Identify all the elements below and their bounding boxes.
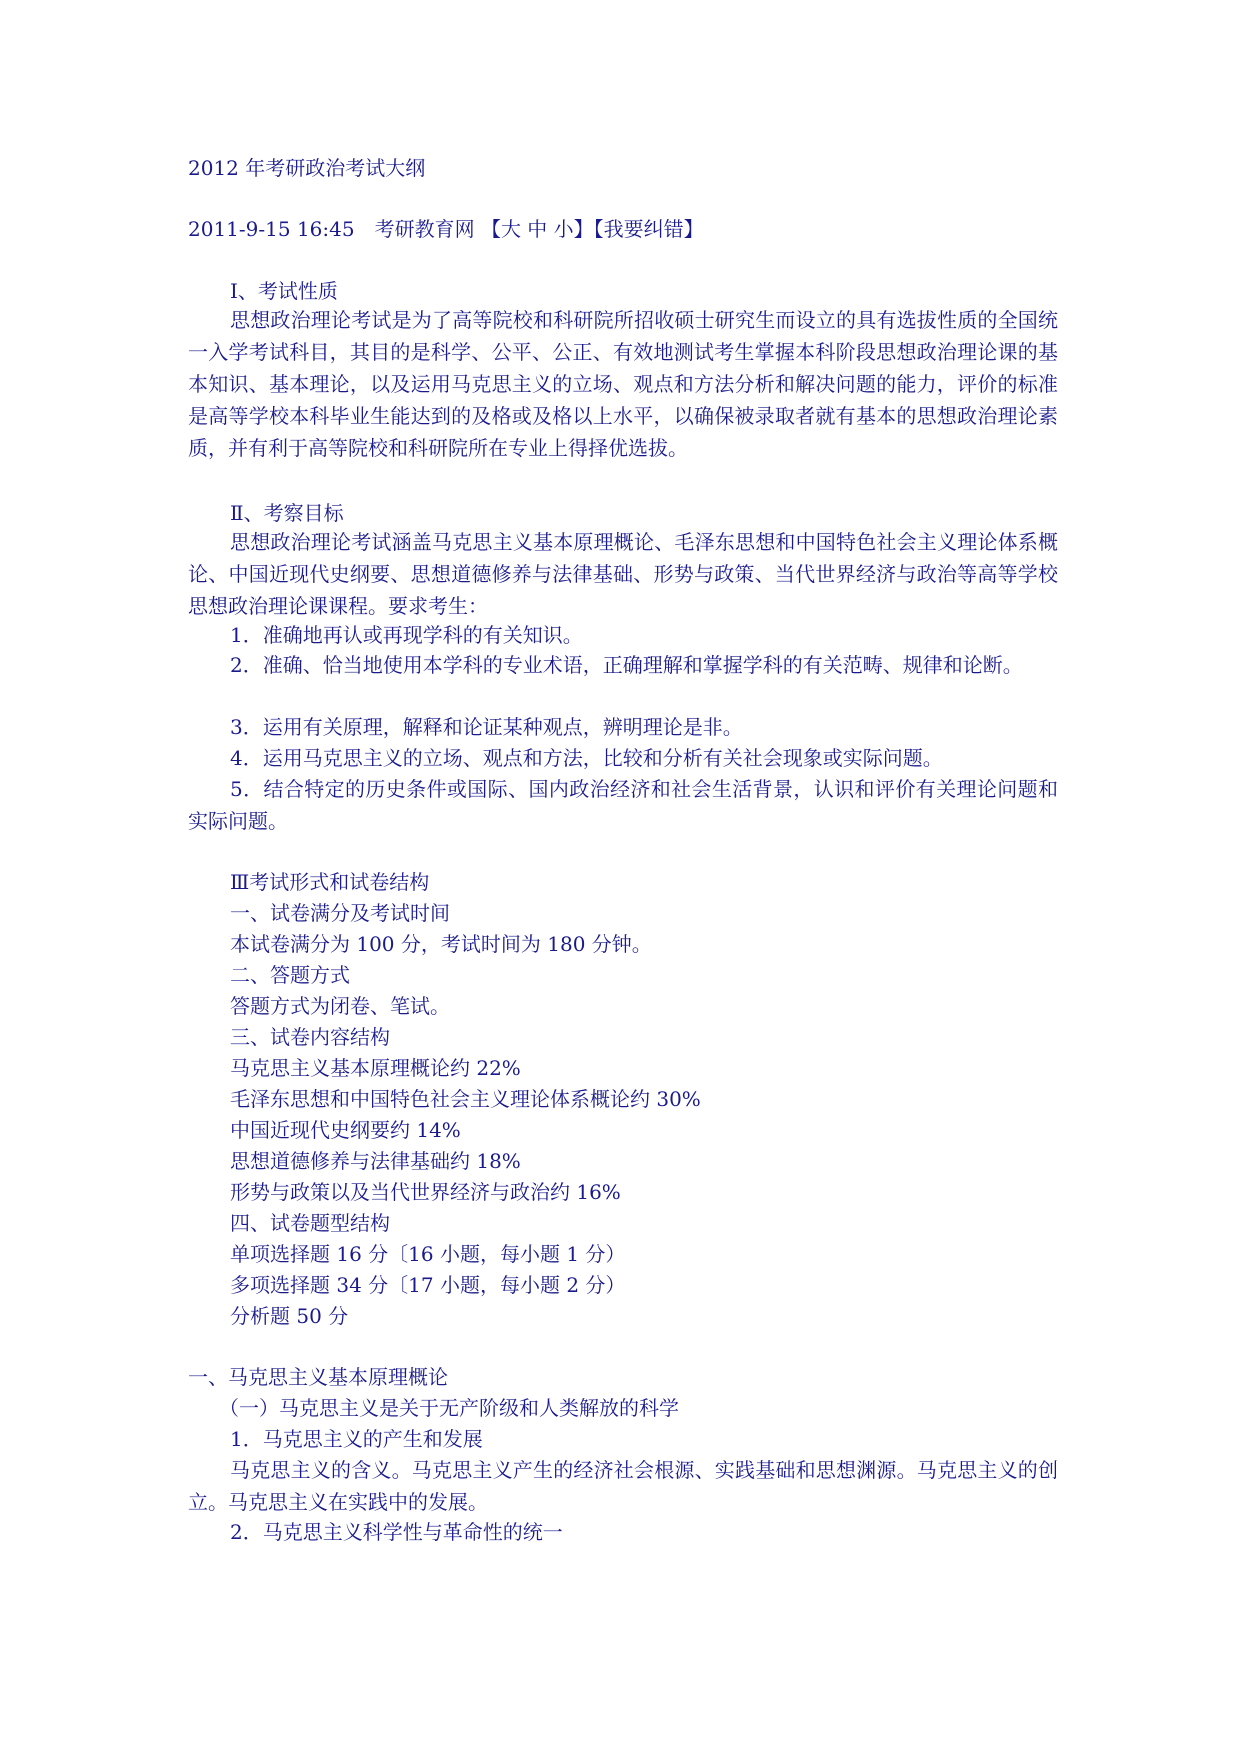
format-line: 思想道德修养与法律基础约 18% (230, 1149, 521, 1173)
section-heading-format: Ⅲ考试形式和试卷结构 (230, 870, 430, 894)
format-line: 二、答题方式 (230, 963, 350, 987)
part-heading: 一、马克思主义基本原理概论 (188, 1365, 448, 1389)
format-line: 四、试卷题型结构 (230, 1211, 390, 1235)
item-paragraph: 马克思主义的含义。马克思主义产生的经济社会根源、实践基础和思想渊源。马克思主义的创立。马克思主义在实践中的发展。 (188, 1458, 1058, 1514)
item-heading: 1．马克思主义的产生和发展 (230, 1427, 483, 1451)
item-heading: 2．马克思主义科学性与革命性的统一 (230, 1520, 563, 1544)
section-paragraph-objectives: 思想政治理论考试涵盖马克思主义基本原理概论、毛泽东思想和中国特色社会主义理论体系概论、中国近现代史纲要、思想道德修养与法律基础、形势与政策、当代世界经济与政治等高等学校思想政治理论课课程。要求考生： (188, 530, 1058, 618)
article-meta: 2011-9-15 16:45 考研教育网 【大 中 小】【我要纠错】 (188, 217, 704, 241)
section-paragraph-nature: 思想政治理论考试是为了高等院校和科研院所招收硕士研究生而设立的具有选拔性质的全国统一入学考试科目，其目的是科学、公平、公正、有效地测试考生掌握本科阶段思想政治理论课的基本知识、基本理论，以及运用马克思主义的立场、观点和方法分析和解决问题的能力，评价的标准是高等学校本科毕业生能达到的及格或及格以上水平，以确保被录取者就有基本的思想政治理论素质，并有利于高等院校和科研院所在专业上得择优选拔。 (188, 308, 1058, 460)
section-heading-objectives: Ⅱ、考察目标 (230, 501, 344, 525)
format-line: 单项选择题 16 分〔16 小题，每小题 1 分） (230, 1242, 626, 1266)
sub-heading: （一）马克思主义是关于无产阶级和人类解放的科学 (219, 1396, 679, 1420)
objective-item: 2．准确、恰当地使用本学科的专业术语，正确理解和掌握学科的有关范畴、规律和论断。 (230, 653, 1023, 677)
objective-item: 3．运用有关原理，解释和论证某种观点，辨明理论是非。 (230, 715, 743, 739)
format-line: 马克思主义基本原理概论约 22% (230, 1056, 521, 1080)
objective-item: 1．准确地再认或再现学科的有关知识。 (230, 623, 583, 647)
format-line: 三、试卷内容结构 (230, 1025, 390, 1049)
format-line: 答题方式为闭卷、笔试。 (230, 994, 450, 1018)
format-line: 中国近现代史纲要约 14% (230, 1118, 461, 1142)
format-line: 毛泽东思想和中国特色社会主义理论体系概论约 30% (230, 1087, 701, 1111)
format-line: 形势与政策以及当代世界经济与政治约 16% (230, 1180, 621, 1204)
format-line: 本试卷满分为 100 分，考试时间为 180 分钟。 (230, 932, 652, 956)
format-line: 分析题 50 分 (230, 1304, 349, 1328)
objective-item: 5．结合特定的历史条件或国际、国内政治经济和社会生活背景，认识和评价有关理论问题和实际问题。 (188, 777, 1058, 833)
format-line: 一、试卷满分及考试时间 (230, 901, 450, 925)
format-line: 多项选择题 34 分〔17 小题，每小题 2 分） (230, 1273, 626, 1297)
section-heading-nature: Ⅰ、考试性质 (230, 279, 338, 303)
document-title: 2012 年考研政治考试大纲 (188, 156, 426, 180)
objective-item: 4．运用马克思主义的立场、观点和方法，比较和分析有关社会现象或实际问题。 (230, 746, 943, 770)
